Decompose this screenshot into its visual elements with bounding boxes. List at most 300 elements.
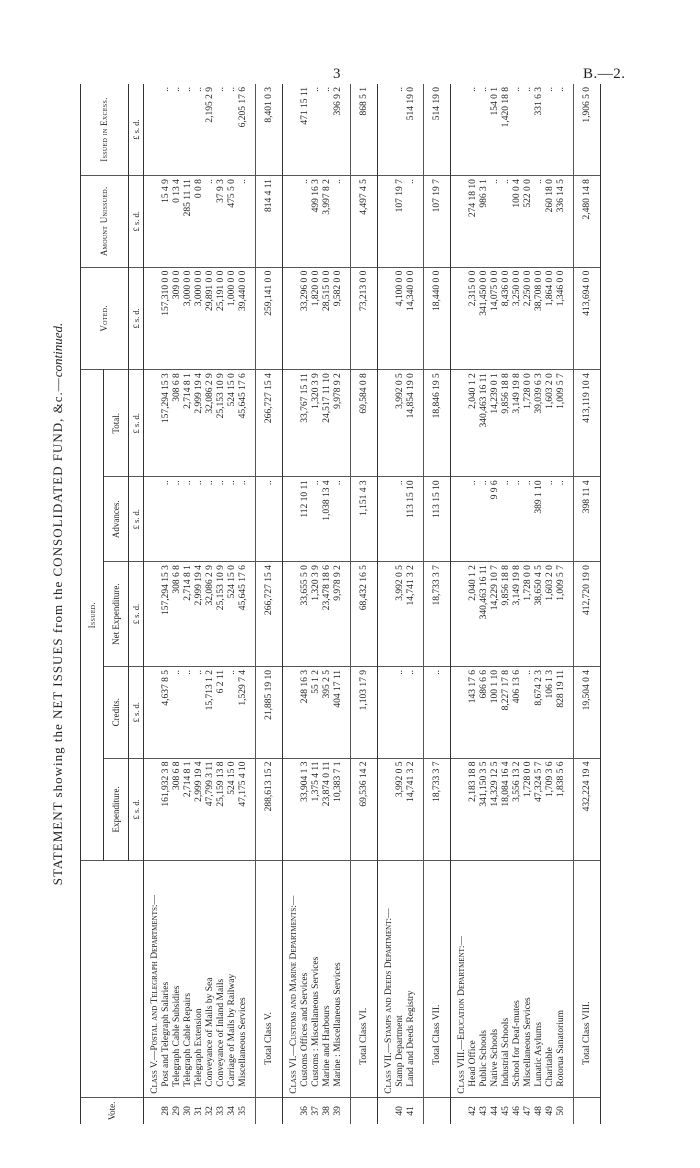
vote-number: 28: [161, 1097, 172, 1124]
credits-value: 404 17 11: [333, 667, 344, 759]
empty-cell: [451, 267, 469, 370]
total-value: 9,978 9 2: [333, 370, 344, 477]
amount-unissued-value: 3,997 8 2: [322, 176, 333, 268]
empty-cell: [283, 758, 301, 861]
item-description: Charitable: [545, 1047, 555, 1087]
total-value: 2,040 1 2: [468, 370, 479, 477]
total-value: 24,517 11 10: [322, 370, 333, 477]
expenditure-value: 308 6 8: [172, 758, 183, 861]
amount-unissued-value: ..: [406, 176, 417, 268]
total-header: Total.: [104, 370, 129, 477]
table-row: [322, 84, 333, 1124]
expenditure-value: 524 15 0: [227, 758, 238, 861]
vote-number: 35: [238, 1097, 249, 1124]
expenditure-value: 341,150 3 5: [479, 758, 490, 861]
amount-unissued-value: 100 0 4: [512, 176, 523, 268]
empty-cell: [144, 667, 162, 759]
issued-in-excess-value: ..: [194, 84, 205, 176]
table-row: [490, 84, 501, 1124]
voted-value: 33,296 0 0: [300, 267, 311, 370]
issued-in-excess-value: 6,205 17 6: [238, 84, 249, 176]
advances-value: 1,038 13 4: [322, 477, 333, 562]
vote-header: Vote.: [81, 1097, 144, 1124]
credits-value: 248 16 3: [300, 667, 311, 759]
issued-in-excess-value: 396 9 2: [333, 84, 344, 176]
expenditure-value: 10,383 7 1: [333, 758, 344, 861]
class-heading: Class VII.—Stamps and Deeds Department:—: [384, 908, 394, 1094]
voted-value: 28,515 0 0: [322, 267, 333, 370]
total-value: 2,999 19 4: [194, 370, 205, 477]
table-row: [468, 84, 479, 1124]
item-description: Land and Deeds Registry: [406, 990, 416, 1087]
empty-cell: [378, 477, 396, 562]
amount-unissued-value: ..: [534, 176, 545, 268]
amount-unissued-value: ..: [238, 176, 249, 268]
total-amount-unissued-value: 814 4 11: [256, 176, 283, 268]
total-issued-in-excess-value: 514 19 0: [424, 84, 451, 176]
empty-cell: [378, 562, 396, 667]
empty-cell: [144, 562, 162, 667]
total-value: 1,728 0 0: [523, 370, 534, 477]
total-issued-in-excess-value: 1,906 5 0: [574, 84, 601, 176]
credits-value: ..: [406, 667, 417, 759]
credits-value: 6 2 11: [216, 667, 227, 759]
units-label: £ s. d.: [129, 667, 144, 759]
advances-value: 112 10 11: [300, 477, 311, 562]
expenditure-value: 18,084 16 4: [501, 758, 512, 861]
empty-cell: [378, 370, 396, 477]
total-value: 39,039 6 3: [534, 370, 545, 477]
voted-value: 29,891 0 0: [205, 267, 216, 370]
amount-unissued-header: Amount Unissued.: [81, 176, 129, 268]
vote-cell: [256, 1097, 283, 1124]
table-row: [512, 84, 523, 1124]
table-row: [216, 84, 227, 1124]
statement-continued: continued.: [50, 322, 65, 378]
advances-value: ..: [556, 477, 567, 562]
credits-value: ..: [523, 667, 534, 759]
total-value: 308 6 8: [172, 370, 183, 477]
expenditure-value: 33,904 1 3: [300, 758, 311, 861]
credits-value: ..: [395, 667, 406, 759]
table-row: [311, 84, 322, 1124]
net-expenditure-value: 25,153 10 9: [216, 562, 227, 667]
class-heading-row: [451, 84, 469, 1124]
total-advances-value: 398 11 4: [574, 477, 601, 562]
vote-number: 38: [322, 1097, 333, 1124]
item-description: Industrial Schools: [501, 1017, 511, 1087]
empty-cell: [451, 562, 469, 667]
item-description: Marine : Miscellaneous Services: [333, 962, 343, 1087]
vote-number: 44: [490, 1097, 501, 1124]
amount-unissued-value: ..: [300, 176, 311, 268]
net-expenditure-value: 340,463 16 11: [479, 562, 490, 667]
amount-unissued-value: 285 11 11: [183, 176, 194, 268]
issued-in-excess-header: Issued in Excess.: [81, 84, 129, 176]
table-row: [172, 84, 183, 1124]
item-description: School for Deaf-mutes: [512, 1000, 522, 1087]
issued-in-excess-value: ..: [183, 84, 194, 176]
voted-value: 2,315 0 0: [468, 267, 479, 370]
vote-number: 43: [479, 1097, 490, 1124]
amount-unissued-value: 0 13 4: [172, 176, 183, 268]
table-row: [523, 84, 534, 1124]
voted-value: 3,000 0 0: [183, 267, 194, 370]
net-expenditure-value: 3,992 0 5: [395, 562, 406, 667]
net-expenditure-value: 2,040 1 2: [468, 562, 479, 667]
table-row: [395, 84, 406, 1124]
voted-value: 4,100 0 0: [395, 267, 406, 370]
credits-value: 106 1 3: [545, 667, 556, 759]
net-expenditure-value: 9,856 18 8: [501, 562, 512, 667]
advances-value: ..: [395, 477, 406, 562]
item-description: Lunatic Asylums: [534, 1022, 544, 1087]
item-description: Stamp Department: [395, 1015, 405, 1087]
item-description: Customs Offices and Services: [300, 972, 310, 1087]
expenditure-value: 14,329 12 5: [490, 758, 501, 861]
total-value: 1,009 5 7: [556, 370, 567, 477]
vote-number: 36: [300, 1097, 311, 1124]
amount-unissued-value: 107 19 7: [395, 176, 406, 268]
vote-number: 34: [227, 1097, 238, 1124]
total-amount-unissued-value: 2,480 14 8: [574, 176, 601, 268]
total-net-expenditure-value: 412,720 19 0: [574, 562, 601, 667]
expenditure-value: 3,992 0 5: [395, 758, 406, 861]
vote-cell: [378, 1097, 396, 1124]
net-expenditure-value: 32,086 2 9: [205, 562, 216, 667]
issued-in-excess-value: 154 0 1: [490, 84, 501, 176]
advances-value: 9 9 6: [490, 477, 501, 562]
total-total-value: 266,727 15 4: [256, 370, 283, 477]
advances-value: ..: [468, 477, 479, 562]
issued-in-excess-value: 471 15 11: [300, 84, 311, 176]
vote-number: 37: [311, 1097, 322, 1124]
voted-value: 3,000 0 0: [194, 267, 205, 370]
total-value: 33,767 15 11: [300, 370, 311, 477]
net-expenditure-value: 157,294 15 3: [161, 562, 172, 667]
advances-value: ..: [479, 477, 490, 562]
table-row: [194, 84, 205, 1124]
empty-cell: [144, 176, 162, 268]
vote-cell: [351, 1097, 378, 1124]
voted-value: 9,582 0 0: [333, 267, 344, 370]
units-label: £ s. d.: [129, 84, 144, 176]
issued-in-excess-value: ..: [468, 84, 479, 176]
item-description: Carriage of Mails by Railway: [227, 973, 237, 1087]
net-issues-table: [80, 84, 601, 1124]
empty-cell: [283, 562, 301, 667]
issued-in-excess-value: ..: [322, 84, 333, 176]
voted-value: 157,310 0 0: [161, 267, 172, 370]
net-expenditure-value: 1,603 2 0: [545, 562, 556, 667]
table-row: [479, 84, 490, 1124]
class-total-row: [256, 84, 283, 1124]
voted-value: 1,820 0 0: [311, 267, 322, 370]
amount-unissued-value: 37 9 3: [216, 176, 227, 268]
total-value: 14,239 0 1: [490, 370, 501, 477]
net-expenditure-value: 14,741 3 2: [406, 562, 417, 667]
credits-value: 15,713 1 2: [205, 667, 216, 759]
net-expenditure-value: 3,149 19 8: [512, 562, 523, 667]
voted-value: 341,450 0 0: [479, 267, 490, 370]
issued-header: Issued.: [81, 370, 104, 861]
vote-number: 32: [205, 1097, 216, 1124]
credits-value: 395 2 5: [322, 667, 333, 759]
table-row: [300, 84, 311, 1124]
empty-cell: [283, 267, 301, 370]
total-voted-value: 18,440 0 0: [424, 267, 451, 370]
total-credits-value: 1,103 17 9: [351, 667, 378, 759]
total-issued-in-excess-value: 8,401 0 3: [256, 84, 283, 176]
expenditure-value: 2,999 19 4: [194, 758, 205, 861]
empty-cell: [144, 370, 162, 477]
amount-unissued-value: 336 14 5: [556, 176, 567, 268]
empty-cell: [378, 758, 396, 861]
expenditure-header: Expenditure.: [104, 758, 129, 861]
item-description: Customs : Miscellaneous Services: [311, 956, 321, 1087]
expenditure-value: 1,838 5 6: [556, 758, 567, 861]
credits-value: ..: [172, 667, 183, 759]
voted-value: 38,708 0 0: [534, 267, 545, 370]
empty-cell: [451, 176, 469, 268]
net-expenditure-value: 33,655 5 0: [300, 562, 311, 667]
total-expenditure-value: 69,536 14 2: [351, 758, 378, 861]
total-issued-in-excess-value: 868 5 1: [351, 84, 378, 176]
total-value: 3,992 0 5: [395, 370, 406, 477]
table-row: [227, 84, 238, 1124]
vote-number: 49: [545, 1097, 556, 1124]
total-credits-value: 19,504 0 4: [574, 667, 601, 759]
empty-cell: [283, 667, 301, 759]
advances-value: ..: [205, 477, 216, 562]
vote-number: 48: [534, 1097, 545, 1124]
expenditure-value: 2,183 18 8: [468, 758, 479, 861]
item-description: Rotorua Sanatorium: [556, 1009, 566, 1087]
total-value: 340,463 16 11: [479, 370, 490, 477]
voted-value: 1,000 0 0: [227, 267, 238, 370]
class-heading-row: [283, 84, 301, 1124]
amount-unissued-value: ..: [333, 176, 344, 268]
total-value: 25,153 10 9: [216, 370, 227, 477]
empty-cell: [144, 267, 162, 370]
vote-number: 40: [395, 1097, 406, 1124]
voted-value: 309 0 0: [172, 267, 183, 370]
issued-in-excess-value: 2,195 2 9: [205, 84, 216, 176]
total-voted-value: 413,694 0 0: [574, 267, 601, 370]
issued-in-excess-value: 514 19 0: [406, 84, 417, 176]
issued-in-excess-value: ..: [556, 84, 567, 176]
class-heading-row: [378, 84, 396, 1124]
net-expenditure-value: 14,229 10 7: [490, 562, 501, 667]
item-description: Telegraph Cable Repairs: [183, 992, 193, 1087]
total-value: 3,149 19 8: [512, 370, 523, 477]
statement-caption: [50, 84, 72, 1124]
empty-cell: [451, 84, 469, 176]
credits-value: ..: [183, 667, 194, 759]
item-description: Telegraph Cable Subsidies: [172, 985, 182, 1087]
empty-cell: [283, 84, 301, 176]
item-description: Telegraph Extension: [194, 1008, 204, 1087]
item-description: Native Schools: [490, 1028, 500, 1087]
voted-value: 39,440 0 0: [238, 267, 249, 370]
amount-unissued-value: 260 18 0: [545, 176, 556, 268]
credits-value: 1,529 7 4: [238, 667, 249, 759]
credits-value: 143 17 6: [468, 667, 479, 759]
vote-number: 47: [523, 1097, 534, 1124]
expenditure-value: 25,159 13 8: [216, 758, 227, 861]
table-row: [333, 84, 344, 1124]
table-row: [534, 84, 545, 1124]
voted-value: 25,191 0 0: [216, 267, 227, 370]
item-description: Miscellaneous Services: [523, 997, 533, 1087]
voted-value: 1,864 0 0: [545, 267, 556, 370]
advances-value: ..: [501, 477, 512, 562]
item-description: Marine and Harbours: [322, 1005, 332, 1087]
expenditure-value: 47,175 4 10: [238, 758, 249, 861]
advances-header: Advances.: [104, 477, 129, 562]
credits-value: ..: [227, 667, 238, 759]
item-description: Public Schools: [479, 1029, 489, 1087]
total-total-value: 18,846 19 5: [424, 370, 451, 477]
advances-value: ..: [172, 477, 183, 562]
credits-value: 55 1 2: [311, 667, 322, 759]
amount-unissued-value: ..: [490, 176, 501, 268]
credits-value: 8,227 17 8: [501, 667, 512, 759]
net-expenditure-header: Net Expenditure.: [104, 562, 129, 667]
units-label: £ s. d.: [129, 477, 144, 562]
vote-number: 33: [216, 1097, 227, 1124]
net-expenditure-value: 524 15 0: [227, 562, 238, 667]
empty-cell: [378, 84, 396, 176]
voted-value: 14,075 0 0: [490, 267, 501, 370]
credits-value: ..: [194, 667, 205, 759]
advances-value: ..: [227, 477, 238, 562]
vote-number: 31: [194, 1097, 205, 1124]
document-reference: B.—2.: [583, 66, 626, 82]
total-advances-value: ..: [256, 477, 283, 562]
total-expenditure-value: 18,733 3 7: [424, 758, 451, 861]
empty-cell: [283, 477, 301, 562]
table-row: [406, 84, 417, 1124]
class-total-row: [574, 84, 601, 1124]
empty-cell: [378, 267, 396, 370]
empty-cell: [451, 758, 469, 861]
vote-number: 39: [333, 1097, 344, 1124]
class-total-label: Total Class VIII.: [574, 861, 601, 1098]
table-row: [238, 84, 249, 1124]
expenditure-value: 47,799 3 11: [205, 758, 216, 861]
advances-value: ..: [161, 477, 172, 562]
empty-cell: [144, 758, 162, 861]
description-header: [81, 861, 144, 1098]
amount-unissued-value: 274 18 10: [468, 176, 479, 268]
issued-in-excess-value: ..: [523, 84, 534, 176]
item-description: Conveyance of Mails by Sea: [205, 977, 215, 1087]
advances-value: ..: [183, 477, 194, 562]
voted-value: 8,436 0 0: [501, 267, 512, 370]
total-amount-unissued-value: 107 19 7: [424, 176, 451, 268]
net-expenditure-value: 2,714 8 1: [183, 562, 194, 667]
credits-value: 4,637 8 5: [161, 667, 172, 759]
class-total-label: Total Class V.: [256, 861, 283, 1098]
amount-unissued-value: 15 4 9: [161, 176, 172, 268]
net-expenditure-value: 45,645 17 6: [238, 562, 249, 667]
total-expenditure-value: 288,613 15 2: [256, 758, 283, 861]
total-credits-value: 21,885 19 10: [256, 667, 283, 759]
units-label: £ s. d.: [129, 370, 144, 477]
class-total-row: [351, 84, 378, 1124]
expenditure-value: 14,741 3 2: [406, 758, 417, 861]
total-expenditure-value: 432,224 19 4: [574, 758, 601, 861]
table-body: [144, 84, 601, 1124]
voted-value: 14,340 0 0: [406, 267, 417, 370]
empty-cell: [378, 176, 396, 268]
table-row: [556, 84, 567, 1124]
units-label: £ s. d.: [129, 176, 144, 268]
advances-value: ..: [333, 477, 344, 562]
table-row: [501, 84, 512, 1124]
advances-value: ..: [194, 477, 205, 562]
net-expenditure-value: 2,999 19 4: [194, 562, 205, 667]
vote-cell: [283, 1097, 301, 1124]
advances-value: 389 1 10: [534, 477, 545, 562]
issued-in-excess-value: ..: [545, 84, 556, 176]
issued-in-excess-value: ..: [227, 84, 238, 176]
vote-number: 45: [501, 1097, 512, 1124]
net-expenditure-value: 38,650 4 5: [534, 562, 545, 667]
total-value: 524 15 0: [227, 370, 238, 477]
class-heading-row: [144, 84, 162, 1124]
net-expenditure-value: 1,009 5 7: [556, 562, 567, 667]
issued-in-excess-value: ..: [216, 84, 227, 176]
units-label: £ s. d.: [129, 758, 144, 861]
issued-in-excess-value: ..: [311, 84, 322, 176]
total-net-expenditure-value: 18,733 3 7: [424, 562, 451, 667]
total-advances-value: 113 15 10: [424, 477, 451, 562]
net-expenditure-value: 308 6 8: [172, 562, 183, 667]
credits-value: 8,674 2 3: [534, 667, 545, 759]
vote-number: 29: [172, 1097, 183, 1124]
net-expenditure-value: 9,978 9 2: [333, 562, 344, 667]
amount-unissued-value: 499 16 3: [311, 176, 322, 268]
advances-value: ..: [311, 477, 322, 562]
total-value: 1,603 2 0: [545, 370, 556, 477]
empty-cell: [451, 667, 469, 759]
expenditure-value: 1,728 0 0: [523, 758, 534, 861]
amount-unissued-value: 475 5 0: [227, 176, 238, 268]
vote-cell: [451, 1097, 469, 1124]
expenditure-value: 23,874 0 11: [322, 758, 333, 861]
credits-value: 406 13 6: [512, 667, 523, 759]
vote-number: 46: [512, 1097, 523, 1124]
expenditure-value: 2,714 8 1: [183, 758, 194, 861]
class-heading: Class VIII.—Education Department:—: [457, 935, 467, 1094]
issued-in-excess-value: 1,420 18 8: [501, 84, 512, 176]
issued-in-excess-value: ..: [161, 84, 172, 176]
empty-cell: [144, 477, 162, 562]
amount-unissued-value: ..: [501, 176, 512, 268]
item-description: Miscellaneous Services: [238, 997, 248, 1087]
net-expenditure-value: 23,478 18 6: [322, 562, 333, 667]
advances-value: 113 15 10: [406, 477, 417, 562]
vote-cell: [144, 1097, 162, 1124]
class-total-label: Total Class VII.: [424, 861, 451, 1098]
total-value: 9,856 18 8: [501, 370, 512, 477]
amount-unissued-value: ..: [205, 176, 216, 268]
issued-in-excess-value: ..: [172, 84, 183, 176]
expenditure-value: 1,709 3 6: [545, 758, 556, 861]
amount-unissued-value: 986 3 1: [479, 176, 490, 268]
